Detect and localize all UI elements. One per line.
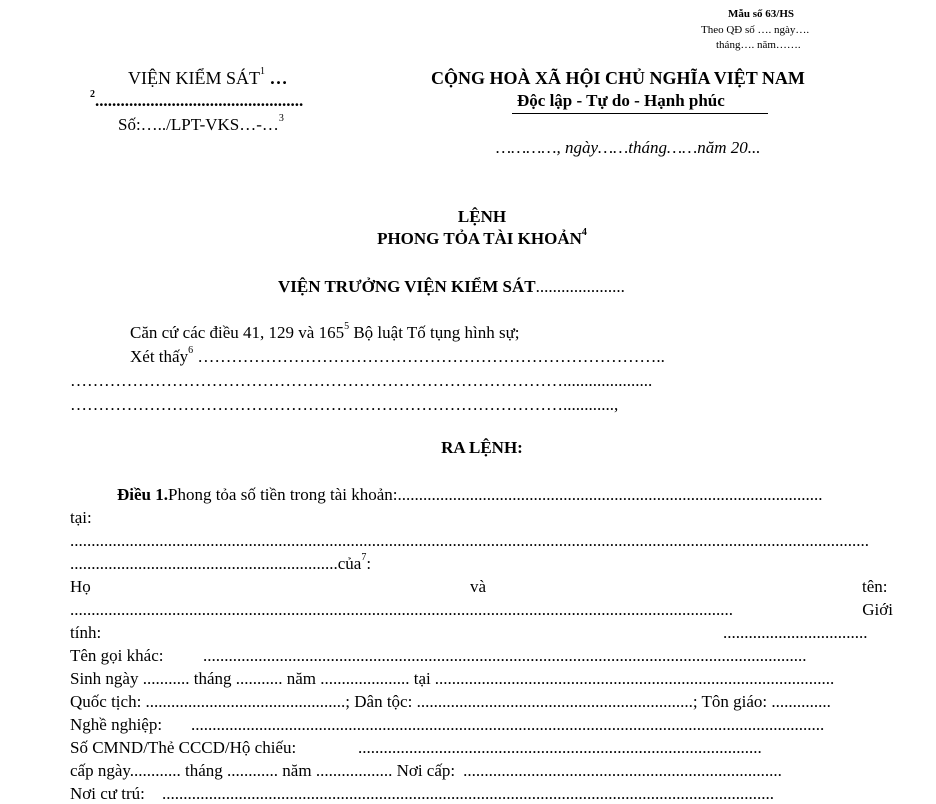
consideration-label: Xét thấy [130, 347, 189, 366]
name-gender-line [70, 600, 893, 620]
footnote-ref-3: 3 [278, 113, 284, 124]
consideration-dots: ……………………………………………………………………….. [193, 347, 665, 366]
legal-basis-text-end: Bộ luật Tố tụng hình sự; [349, 323, 520, 342]
legal-basis-text: Căn cứ các điều 41, 129 và 165 [130, 323, 345, 342]
document-subtitle [0, 229, 936, 249]
agency-dots: … [265, 68, 288, 88]
document-title: LỆNH [457, 207, 507, 226]
national-motto: Độc lập - Tự do - Hạnh phúc [517, 91, 725, 110]
residence-line [70, 784, 893, 804]
order-heading: RA LỆNH: [441, 438, 523, 457]
document-number [118, 115, 284, 135]
footnote-ref-5: 5 [344, 321, 350, 332]
id-number-line [70, 738, 893, 758]
sub-agency-dots: ................................................. [95, 91, 304, 110]
owner-line [70, 554, 371, 574]
name-dots: ............................................................................................................................................................ [70, 600, 733, 619]
footnote-ref-2: 2 [90, 89, 95, 100]
owner-dots: ............................................................... [70, 554, 338, 573]
alias-line [70, 646, 893, 666]
footnote-ref-6: 6 [188, 345, 194, 356]
issuer-dots: ..................... [535, 277, 625, 296]
sub-agency-line [90, 91, 303, 111]
agency-name [128, 68, 288, 89]
id-issue-line [70, 761, 893, 781]
form-decision-date: tháng…. năm……. [716, 39, 801, 51]
account-number-dots: .................................................................................................... [397, 485, 823, 504]
occupation-line [70, 715, 893, 735]
birth-place-dots: .............................................................................................. [434, 669, 835, 688]
document-subtitle-text: PHONG TỎA TÀI KHOẢN [377, 229, 582, 248]
alias-label: Tên gọi khác: [70, 646, 164, 665]
owner-of-label: của [337, 554, 362, 573]
residence-dots: ................................................................................................................................................ [162, 784, 774, 803]
nationality-text: Quốc tịch: ...............................................; Dân tộc: .................................................................; Tôn giáo: .............. [70, 692, 831, 711]
form-number: Mẫu số 63/HS [728, 8, 795, 20]
bank-at-label: tại: [70, 508, 92, 527]
id-issue-label: cấp ngày............ tháng ............ năm .................. Nơi cấp: [70, 761, 456, 780]
motto-underline [512, 113, 768, 114]
name-label-ho: Họ [70, 577, 91, 596]
alias-dots: .............................................................................................................................................. [203, 646, 807, 665]
agency-label: VIỆN KIỂM SÁT [128, 68, 260, 88]
residence-label: Nơi cư trú: [70, 784, 145, 803]
gender-dots: .................................. [723, 623, 868, 642]
bank-dots: ............................................................................................................................................................................................ [70, 531, 869, 550]
article1-line-1 [117, 485, 893, 505]
id-issue-place-dots: ........................................................................... [463, 761, 782, 780]
birth-label: Sinh ngày ........... tháng ........... năm ..................... tại [70, 669, 431, 688]
consideration-line [130, 347, 665, 367]
owner-colon: : [366, 554, 372, 573]
article1-text: Phong tỏa số tiền trong tài khoản: [168, 485, 398, 504]
name-label-va: và [470, 577, 487, 596]
name-label-ten: tên: [862, 577, 888, 596]
id-number-dots: ............................................................................................... [358, 738, 762, 757]
birth-line [70, 669, 893, 689]
issuer-line [278, 277, 625, 297]
article1-label: Điều 1. [117, 485, 168, 504]
place-date-line: …………, ngày……tháng……năm 20... [496, 138, 761, 157]
issuer-title: VIỆN TRƯỞNG VIỆN KIỂM SÁT [278, 277, 536, 296]
bank-dots-line [70, 531, 893, 551]
consideration-line-2: ……………………………………………………………………………..................... [70, 371, 653, 390]
footnote-ref-7: 7 [361, 552, 367, 563]
gender-label-gioi: Giới [862, 600, 893, 619]
id-number-label: Số CMND/Thẻ CCCD/Hộ chiếu: [70, 738, 297, 757]
consideration-line-3: ……………………………………………………………………………............, [70, 395, 619, 414]
nationality-line [70, 692, 893, 712]
footnote-ref-4: 4 [581, 227, 587, 238]
country-name: CỘNG HOÀ XÃ HỘI CHỦ NGHĨA VIỆT NAM [431, 68, 805, 88]
gender-label-tinh: tính: [70, 623, 102, 642]
legal-basis [130, 323, 520, 343]
document-number-text: Số:…../LPT-VKS…-… [118, 115, 279, 134]
footnote-ref-1: 1 [260, 66, 265, 77]
form-decision-ref: Theo QĐ số …. ngày…. [701, 24, 810, 36]
occupation-dots: ..................................................................................................................................................... [191, 715, 825, 734]
occupation-label: Nghề nghiệp: [70, 715, 163, 734]
